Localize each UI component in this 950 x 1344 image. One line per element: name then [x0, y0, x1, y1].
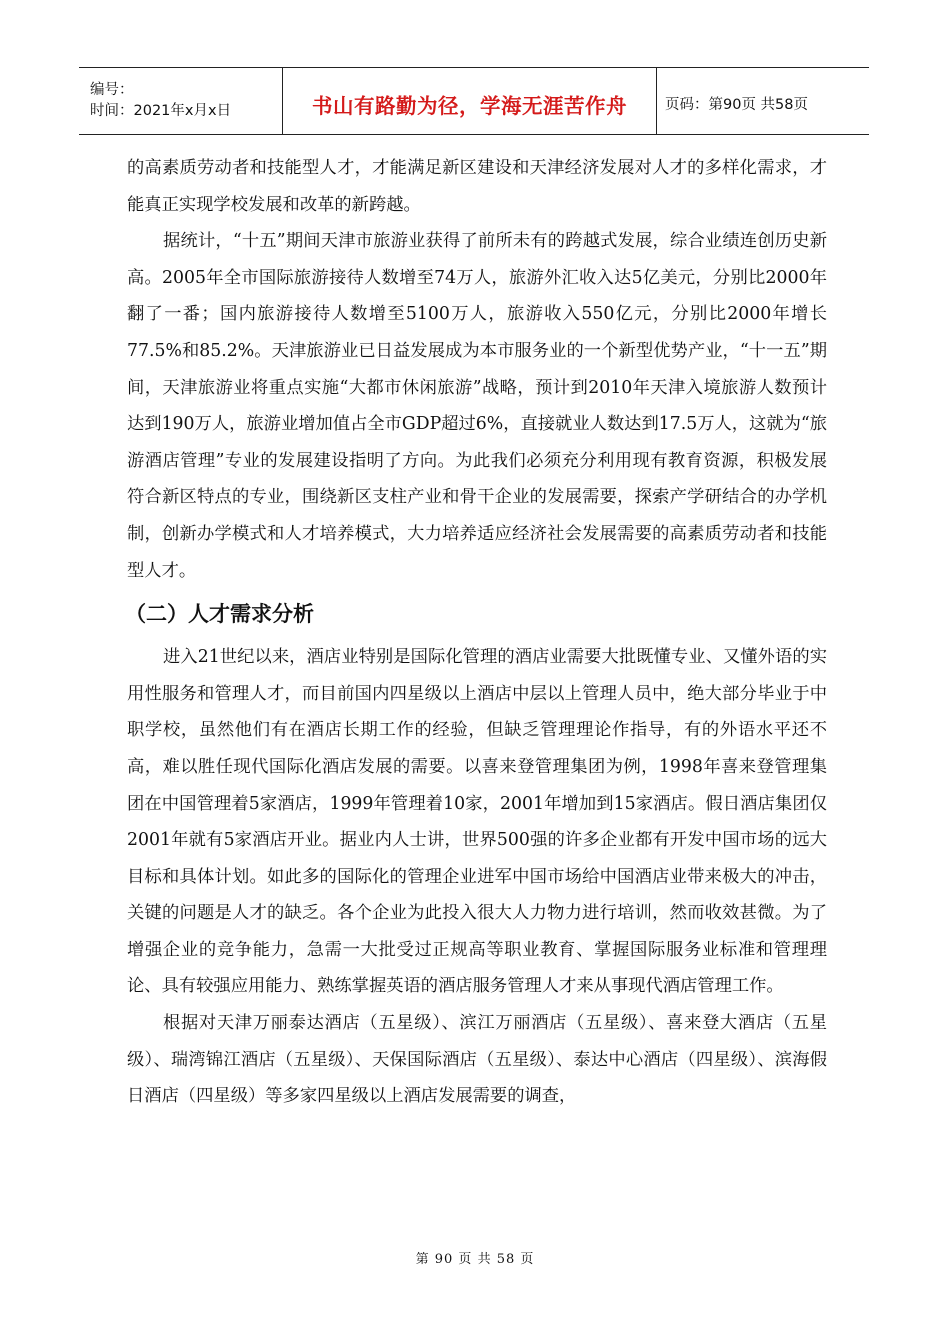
header-page-info: 页码：第90页 共58页 [665, 96, 809, 113]
paragraph: 根据对天津万丽泰达酒店（五星级）、滨江万丽酒店（五星级）、喜来登大酒店（五星级）、瑞湾锦江酒店（五星级）、天保国际酒店（五星级）、泰达中心酒店（四星级）、滨海假日酒店（四星级）等多家四星级以上酒店发展需要的调查， [127, 1013, 827, 1107]
document-date: 时间：2021年x月x日 [90, 103, 232, 119]
page-header [79, 67, 869, 135]
document-body [127, 150, 827, 1115]
paragraph: 的高素质劳动者和技能型人才，才能满足新区建设和天津经济发展对人才的多样化需求，才能真正实现学校发展和改革的新跨越。 [127, 158, 827, 215]
page-footer: 第 90 页 共 58 页 [415, 1252, 535, 1267]
section-heading: （二）人才需求分析 [125, 602, 314, 627]
document-number-label: 编号： [90, 82, 134, 98]
header-motto: 书山有路勤为径，学海无涯苦作舟 [282, 68, 657, 134]
header-meta [79, 68, 282, 134]
paragraph: 进入21世纪以来，酒店业特别是国际化管理的酒店业需要大批既懂专业、又懂外语的实用性服务和管理人才，而目前国内四星级以上酒店中层以上管理人员中，绝大部分毕业于中职学校，虽然他们有在酒店长期工作的经验，但缺乏管理理论作指导，有的外语水平还不高，难以胜任现代国际化酒店发展的需要。以喜来登管理集团为例，1998年喜来登管理集团在中国管理着5家酒店，1999年管理着10家，2001年增加到15家酒店。假日酒店集团仅2001年就有5家酒店开业。据业内人士讲，世界500强的许多企业都有开发中国市场的远大目标和具体计划。如此多的国际化的管理企业进军中国市场给中国酒店业带来极大的冲击，关键的问题是人才的缺乏。各个企业为此投入很大人力物力进行培训，然而收效甚微。为了增强企业的竞争能力，急需一大批受过正规高等职业教育、掌握国际服务业标准和管理理论、具有较强应用能力、熟练掌握英语的酒店服务管理人才来从事现代酒店管理工作。 [127, 647, 827, 997]
paragraph: 据统计，“十五”期间天津市旅游业获得了前所未有的跨越式发展，综合业绩连创历史新高。2005年全市国际旅游接待人数增至74万人，旅游外汇收入达5亿美元，分别比2000年翻了一番；国内旅游接待人数增至5100万人，旅游收入550亿元，分别比2000年增长77.5%和85.2%。天津旅游业已日益发展成为本市服务业的一个新型优势产业，“十一五”期间，天津旅游业将重点实施“大都市休闲旅游”战略，预计到2010年天津入境旅游人数预计达到190万人，旅游业增加值占全市GDP超过6%，直接就业人数达到17.5万人，这就为“旅游酒店管理”专业的发展建设指明了方向。为此我们必须充分利用现有教育资源，积极发展符合新区特点的专业，围绕新区支柱产业和骨干企业的发展需要，探索产学研结合的办学机制，创新办学模式和人才培养模式，大力培养适应经济社会发展需要的高素质劳动者和技能型人才。 [127, 231, 828, 581]
